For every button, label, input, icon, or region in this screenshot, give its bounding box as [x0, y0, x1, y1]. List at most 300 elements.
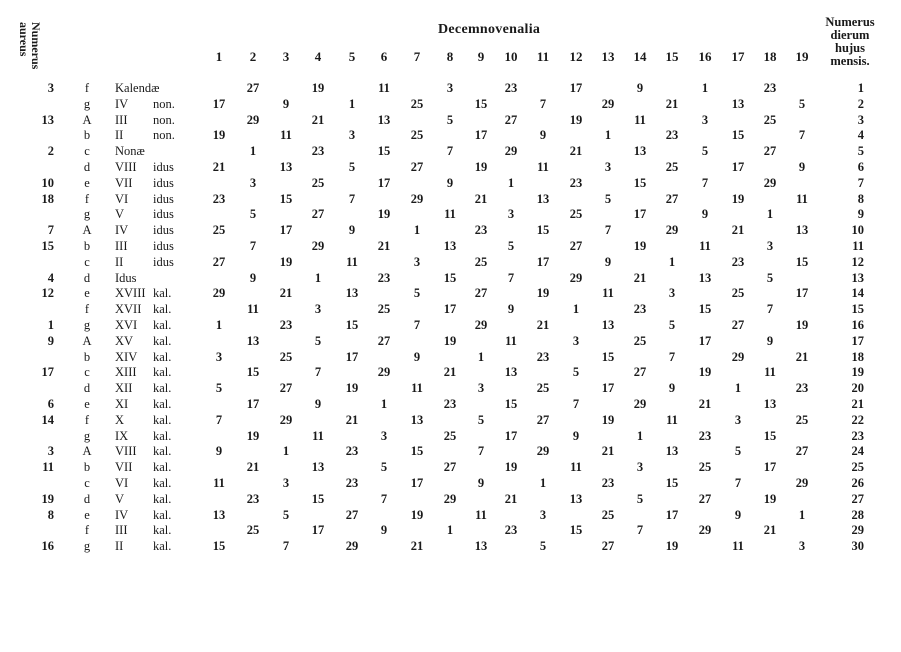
epact-value: 21: [410, 539, 424, 554]
dominical-letter: g: [83, 96, 91, 111]
epact-value: 23: [763, 81, 777, 95]
dominical-letter: e: [84, 175, 90, 190]
epact-value: 19: [536, 286, 550, 301]
date-abbreviation: kal.: [153, 539, 172, 554]
roman-numeral: VI: [115, 191, 129, 206]
epact-value: 19: [763, 491, 777, 506]
epact-value: 23: [633, 302, 647, 317]
dominical-letter: f: [84, 523, 90, 538]
epact-value: 17: [345, 349, 359, 364]
epact-value: 7: [413, 318, 421, 332]
epact-value: 9: [215, 444, 223, 459]
epact-value: 15: [795, 254, 809, 269]
epact-value: 11: [444, 207, 456, 222]
epact-value: 3: [636, 460, 644, 475]
day-number: 21: [851, 397, 864, 411]
epact-value: 13: [569, 491, 583, 506]
roman-numeral: V: [115, 491, 125, 506]
epact-value: 3: [539, 507, 547, 522]
epact-value: 17: [569, 81, 583, 95]
roman-numeral: XV: [115, 333, 134, 348]
epact-value: 1: [701, 81, 709, 95]
dominical-letter: g: [83, 318, 91, 332]
roman-numeral: VI: [115, 476, 129, 490]
epact-value: 7: [798, 128, 806, 143]
epact-value: 23: [443, 397, 457, 411]
epact-value: 29: [601, 96, 615, 111]
epact-value: 7: [380, 491, 388, 506]
epact-value: 17: [601, 381, 615, 396]
epact-value: 23: [569, 175, 583, 190]
epact-value: 15: [569, 523, 583, 538]
date-abbreviation: non.: [153, 112, 175, 127]
date-abbreviation: kal.: [153, 302, 172, 317]
epact-value: 7: [507, 270, 515, 285]
epact-value: 1: [766, 207, 774, 222]
epact-value: 21: [569, 144, 583, 159]
epact-value: 1: [282, 444, 290, 459]
epact-value: 3: [668, 286, 676, 301]
golden-number: 2: [47, 144, 54, 159]
epact-value: 17: [443, 302, 457, 317]
epact-value: 15: [410, 444, 424, 459]
epact-value: 19: [246, 428, 260, 443]
epact-value: 27: [311, 207, 325, 222]
epact-value: 9: [734, 507, 742, 522]
golden-number: 3: [47, 81, 54, 95]
column-number: 16: [698, 49, 712, 64]
epact-value: 15: [601, 349, 615, 364]
epact-value: 1: [604, 128, 612, 143]
day-number: 26: [851, 476, 864, 490]
epact-value: 17: [763, 460, 777, 475]
day-number: 23: [851, 428, 864, 443]
epact-value: 3: [766, 239, 774, 253]
roman-numeral: VIII: [115, 444, 137, 459]
column-number: 10: [504, 49, 518, 64]
epact-value: 29: [698, 523, 712, 538]
epact-value: 17: [311, 523, 325, 538]
epact-value: 13: [633, 144, 647, 159]
roman-numeral: V: [115, 207, 125, 222]
epact-value: 23: [377, 270, 391, 285]
epact-value: 15: [763, 428, 777, 443]
epact-value: 19: [633, 239, 647, 253]
epact-value: 15: [279, 191, 293, 206]
column-number: 6: [380, 49, 388, 64]
golden-number-header-line1: Numerus: [29, 22, 43, 70]
epact-value: 5: [636, 491, 644, 506]
epact-value: 19: [212, 128, 226, 143]
dominical-letter: g: [83, 207, 91, 222]
epact-value: 27: [633, 365, 647, 380]
date-abbreviation: kal.: [153, 507, 172, 522]
epact-value: 23: [345, 444, 359, 459]
epact-value: 23: [731, 254, 745, 269]
epact-value: 11: [475, 507, 487, 522]
day-header-line: Numerus: [825, 15, 875, 29]
epact-value: 27: [474, 286, 488, 301]
date-abbreviation: idus: [153, 254, 174, 269]
day-number: 11: [852, 239, 864, 253]
roman-numeral: XVIII: [115, 286, 146, 301]
dominical-letter: b: [83, 128, 91, 143]
column-number: 8: [446, 49, 454, 64]
golden-number: 18: [41, 191, 54, 206]
epact-value: 3: [798, 539, 806, 554]
day-number: 24: [851, 444, 864, 459]
epact-value: 21: [212, 160, 226, 174]
epact-value: 25: [633, 333, 647, 348]
epact-value: 15: [698, 302, 712, 317]
epact-value: 7: [477, 444, 485, 459]
dominical-letter: A: [82, 333, 92, 348]
epact-value: 27: [536, 412, 550, 427]
column-number: 12: [569, 49, 583, 64]
roman-numeral: XVI: [115, 318, 138, 332]
epact-value: 29: [795, 476, 809, 490]
date-abbreviation: kal.: [153, 349, 172, 364]
epact-value: 5: [572, 365, 580, 380]
epact-value: 19: [410, 507, 424, 522]
roman-numeral: IX: [115, 428, 129, 443]
epact-value: 17: [536, 254, 550, 269]
epact-value: 29: [665, 223, 679, 238]
epact-value: 7: [604, 223, 612, 238]
epact-value: 19: [377, 207, 391, 222]
epact-value: 3: [446, 81, 454, 95]
epact-value: 9: [798, 160, 806, 174]
epact-value: 17: [474, 128, 488, 143]
epact-value: 11: [213, 476, 225, 490]
epact-value: 9: [766, 333, 774, 348]
dominical-letter: d: [83, 381, 91, 396]
epact-value: 13: [279, 160, 293, 174]
roman-numeral: VII: [115, 460, 133, 475]
day-number: 17: [851, 333, 864, 348]
epact-value: 5: [539, 539, 547, 554]
dominical-letter: b: [83, 460, 91, 475]
date-name: Kalendæ: [115, 81, 160, 95]
epact-value: 11: [247, 302, 259, 317]
epact-value: 7: [282, 539, 290, 554]
roman-numeral: X: [115, 412, 125, 427]
epact-value: 15: [443, 270, 457, 285]
column-number: 11: [536, 49, 550, 64]
epact-value: 15: [345, 318, 359, 332]
date-abbreviation: kal.: [153, 491, 172, 506]
epact-value: 17: [698, 333, 712, 348]
epact-value: 23: [474, 223, 488, 238]
epact-value: 5: [766, 270, 774, 285]
golden-number: 6: [47, 397, 54, 411]
epact-value: 7: [215, 412, 223, 427]
roman-numeral: XIV: [115, 349, 138, 364]
epact-value: 11: [570, 460, 582, 475]
epact-value: 19: [698, 365, 712, 380]
day-number: 22: [851, 412, 864, 427]
epact-value: 25: [698, 460, 712, 475]
epact-value: 1: [314, 270, 322, 285]
epact-value: 29: [569, 270, 583, 285]
golden-number: 13: [41, 112, 54, 127]
roman-numeral: VII: [115, 175, 133, 190]
date-abbreviation: kal.: [153, 476, 172, 490]
dominical-letter: f: [84, 81, 90, 95]
epact-value: 27: [377, 333, 391, 348]
column-number: 9: [477, 49, 485, 64]
epact-value: 5: [215, 381, 223, 396]
epact-value: 25: [665, 160, 679, 174]
epact-value: 13: [763, 397, 777, 411]
epact-value: 9: [446, 175, 454, 190]
epact-value: 25: [212, 223, 226, 238]
epact-value: 25: [377, 302, 391, 317]
epact-value: 13: [504, 365, 518, 380]
epact-value: 29: [410, 191, 424, 206]
epact-value: 3: [380, 428, 388, 443]
dominical-letter: c: [84, 476, 90, 490]
epact-value: 5: [314, 333, 322, 348]
epact-value: 5: [282, 507, 290, 522]
epact-value: 11: [346, 254, 358, 269]
day-number: 9: [857, 207, 864, 222]
date-name: Idus: [115, 270, 137, 285]
epact-value: 29: [279, 412, 293, 427]
epact-value: 19: [311, 81, 325, 95]
epact-value: 15: [474, 96, 488, 111]
epact-value: 5: [734, 444, 742, 459]
epact-value: 9: [668, 381, 676, 396]
day-number: 29: [851, 523, 864, 538]
day-number-header: [818, 16, 882, 68]
epact-value: 21: [536, 318, 550, 332]
epact-value: 25: [763, 112, 777, 127]
epact-value: 3: [701, 112, 709, 127]
column-number: 2: [249, 49, 257, 64]
epact-value: 23: [504, 81, 518, 95]
roman-numeral: IV: [115, 223, 129, 238]
epact-value: 7: [572, 397, 580, 411]
date-abbreviation: idus: [153, 223, 174, 238]
day-number: 20: [851, 381, 864, 396]
date-abbreviation: kal.: [153, 333, 172, 348]
day-number: 25: [851, 460, 864, 475]
epact-value: 7: [668, 349, 676, 364]
epact-value: 11: [699, 239, 711, 253]
date-abbreviation: kal.: [153, 444, 172, 459]
day-header-line: dierum: [830, 28, 870, 42]
day-header-line: mensis.: [830, 54, 870, 68]
epact-value: 13: [311, 460, 325, 475]
dominical-letter: b: [83, 239, 91, 253]
epact-value: 23: [698, 428, 712, 443]
roman-numeral: III: [115, 112, 128, 127]
epact-value: 15: [377, 144, 391, 159]
epact-value: 11: [537, 160, 549, 174]
date-abbreviation: idus: [153, 191, 174, 206]
epact-value: 1: [668, 254, 676, 269]
golden-number: 16: [41, 539, 54, 554]
epact-value: 29: [731, 349, 745, 364]
column-number: 18: [763, 49, 777, 64]
epact-value: 1: [507, 175, 515, 190]
epact-value: 7: [766, 302, 774, 317]
epact-value: 13: [665, 444, 679, 459]
epact-value: 13: [474, 539, 488, 554]
epact-value: 9: [282, 96, 290, 111]
dominical-letter: f: [84, 302, 90, 317]
epact-value: 17: [377, 175, 391, 190]
roman-numeral: XI: [115, 397, 129, 411]
epact-value: 9: [701, 207, 709, 222]
epact-value: 23: [279, 318, 293, 332]
epact-value: 23: [795, 381, 809, 396]
epact-value: 3: [215, 349, 223, 364]
day-number: 5: [857, 144, 864, 159]
epact-value: 25: [246, 523, 260, 538]
epact-value: 1: [798, 507, 806, 522]
epact-value: 1: [215, 318, 223, 332]
epact-value: 11: [312, 428, 324, 443]
column-number: 13: [601, 49, 615, 64]
epact-value: 27: [601, 539, 615, 554]
day-number: 13: [851, 270, 864, 285]
epact-value: 19: [569, 112, 583, 127]
epact-value: 1: [249, 144, 257, 159]
epact-value: 9: [249, 270, 257, 285]
dominical-letter: e: [84, 507, 90, 522]
epact-value: 21: [504, 491, 518, 506]
epact-value: 13: [698, 270, 712, 285]
epact-value: 25: [536, 381, 550, 396]
epact-value: 5: [507, 239, 515, 253]
epact-value: 25: [311, 175, 325, 190]
epact-value: 11: [634, 112, 646, 127]
column-number: 3: [282, 49, 290, 64]
date-abbreviation: kal.: [153, 460, 172, 475]
epact-value: 23: [536, 349, 550, 364]
epact-value: 25: [795, 412, 809, 427]
day-number: 2: [857, 96, 864, 111]
epact-value: 25: [601, 507, 615, 522]
epact-value: 11: [505, 333, 517, 348]
epact-value: 27: [665, 191, 679, 206]
epact-value: 7: [249, 239, 257, 253]
epact-value: 15: [731, 128, 745, 143]
dominical-letter: d: [83, 270, 91, 285]
column-number: 15: [665, 49, 679, 64]
epact-value: 1: [380, 397, 388, 411]
epact-value: 15: [246, 365, 260, 380]
column-number: 17: [731, 49, 745, 64]
epact-value: 27: [731, 318, 745, 332]
epact-value: 17: [795, 286, 809, 301]
epact-value: 1: [572, 302, 580, 317]
epact-value: 27: [279, 381, 293, 396]
epact-value: 29: [536, 444, 550, 459]
epact-value: 9: [604, 254, 612, 269]
day-number: 1: [857, 81, 864, 95]
epact-value: 21: [279, 286, 293, 301]
epact-value: 13: [410, 412, 424, 427]
date-abbreviation: idus: [153, 207, 174, 222]
epact-value: 3: [477, 381, 485, 396]
epact-value: 23: [504, 523, 518, 538]
golden-number: 10: [41, 175, 54, 190]
roman-numeral: II: [115, 254, 124, 269]
golden-number-header-line2: aureus: [17, 22, 31, 57]
epact-value: 17: [504, 428, 518, 443]
roman-numeral: II: [115, 128, 124, 143]
dominical-letter: d: [83, 160, 91, 174]
epact-value: 15: [536, 223, 550, 238]
epact-value: 1: [734, 381, 742, 396]
epact-value: 27: [410, 160, 424, 174]
epact-value: 29: [377, 365, 391, 380]
roman-numeral: XIII: [115, 365, 137, 380]
date-abbreviation: kal.: [153, 381, 172, 396]
epact-value: 21: [345, 412, 359, 427]
epact-value: 27: [795, 444, 809, 459]
epact-value: 27: [246, 81, 260, 95]
epact-value: 19: [665, 539, 679, 554]
day-number: 30: [851, 539, 864, 554]
epact-value: 1: [477, 349, 485, 364]
epact-value: 11: [378, 81, 390, 95]
roman-numeral: III: [115, 239, 128, 253]
golden-number: 7: [47, 223, 54, 238]
dominical-letter: A: [82, 112, 92, 127]
day-number: 6: [857, 160, 864, 174]
column-number: 1: [215, 49, 223, 64]
epact-value: 11: [666, 412, 678, 427]
epact-value: 9: [380, 523, 388, 538]
epact-value: 29: [345, 539, 359, 554]
epact-value: 13: [443, 239, 457, 253]
golden-number-header: [17, 22, 60, 78]
dominical-letter: f: [84, 191, 90, 206]
epact-value: 7: [734, 476, 742, 490]
epact-value: 19: [601, 412, 615, 427]
epact-value: 21: [763, 523, 777, 538]
epact-value: 13: [246, 333, 260, 348]
epact-value: 21: [246, 460, 260, 475]
dominical-letter: g: [83, 428, 91, 443]
epact-value: 17: [731, 160, 745, 174]
golden-number: 19: [41, 491, 54, 506]
epact-value: 25: [410, 96, 424, 111]
epact-value: 15: [311, 491, 325, 506]
epact-value: 5: [249, 207, 257, 222]
decemnovenalia-title: Decemnovenalia: [438, 22, 541, 37]
epact-value: 7: [539, 96, 547, 111]
date-name: Nonæ: [115, 144, 145, 159]
epact-value: 21: [377, 239, 391, 253]
epact-value: 13: [377, 112, 391, 127]
epact-value: 23: [665, 128, 679, 143]
epact-value: 5: [446, 112, 454, 127]
epact-value: 23: [311, 144, 325, 159]
epact-value: 29: [633, 397, 647, 411]
epact-value: 19: [795, 318, 809, 332]
date-abbreviation: kal.: [153, 523, 172, 538]
epact-value: 19: [345, 381, 359, 396]
epact-value: 5: [668, 318, 676, 332]
epact-value: 21: [474, 191, 488, 206]
date-abbreviation: idus: [153, 239, 174, 253]
epact-value: 27: [443, 460, 457, 475]
